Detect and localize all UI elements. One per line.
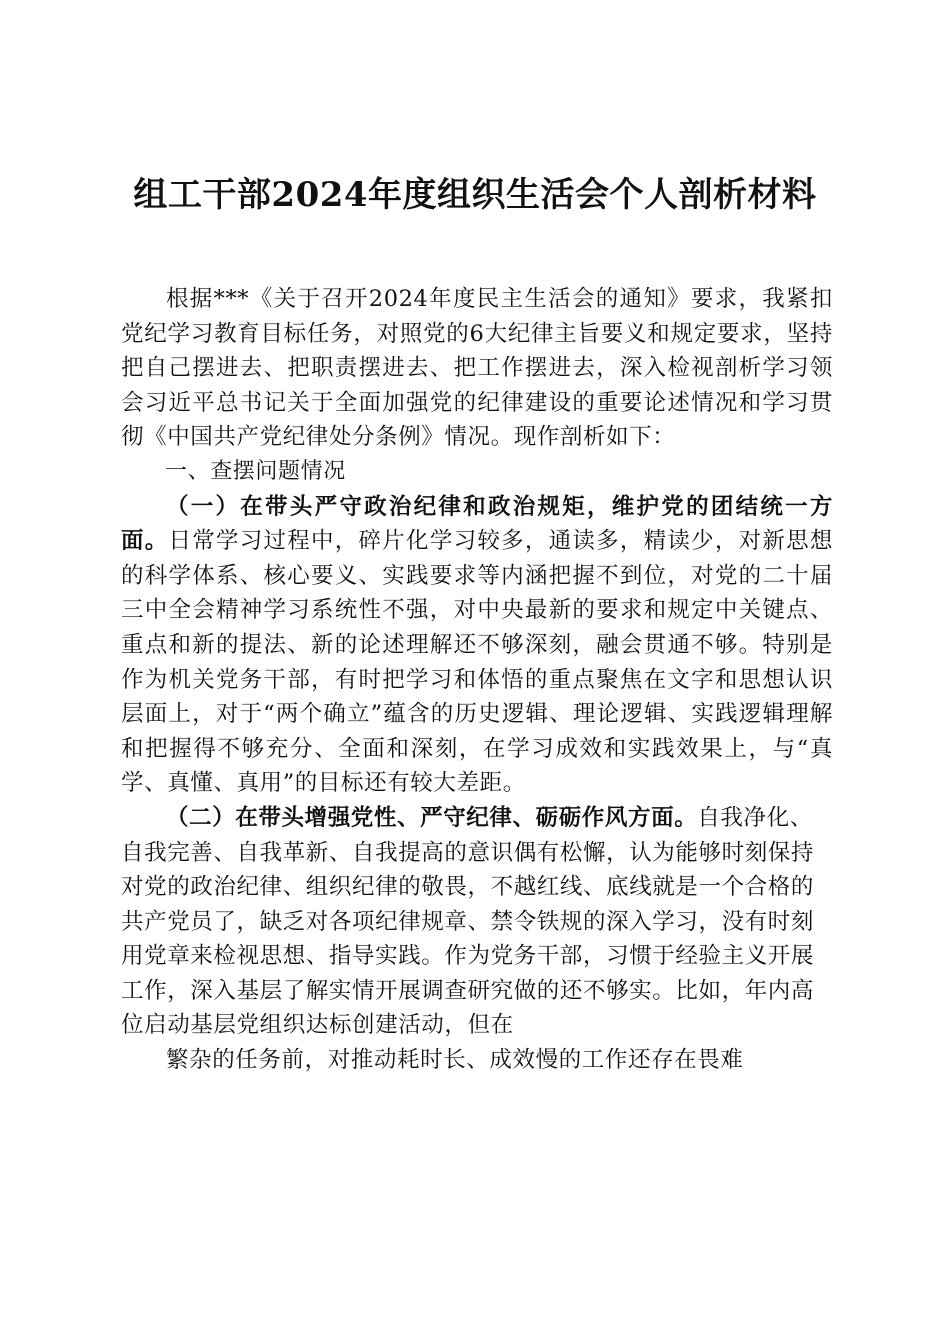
item-2-paragraph (121, 801, 833, 1043)
section-heading: 一、查摆问题情况 (165, 458, 346, 484)
document-body (121, 282, 833, 1078)
item-1-paragraph (121, 490, 833, 801)
item-1-lead: （一）在带头严守政治纪律和政治规矩，维护党的团结统一方面。 (121, 493, 833, 555)
intro-paragraph: 根据***《关于召开2024年度民主生活会的通知》要求，我紧扣党纪学习教育目标任务，对照党的6大纪律主旨要义和规定要求，坚持把自己摆进去、把职责摆进去、把工作摆进去，深入检视剖析学习领会习近平总书记关于全面加强党的纪律建设的重要论述情况和学习贯彻《中国共产党纪律处分条例》情况。现作剖析如下： (121, 286, 833, 451)
item-2-text: 自我净化、自我完善、自我革新、自我提高的意识偶有松懈，认为能够时刻保持对党的政治纪律、组织纪律的敬畏，不越红线、底线就是一个合格的共产党员了，缺乏对各项纪律规章、禁令铁规的深入学习，没有时刻用党章来检视思想、指导实践。作为党务干部，习惯于经验主义开展工作，深入基层了解实情开展调查研究做的还不够实。比如，年内高位启动基层党组织达标创建活动，但在 (121, 804, 815, 1039)
item-2-continuation: 繁杂的任务前，对推动耗时长、成效慢的工作还存在畏难 (166, 1047, 744, 1074)
item-1-text: 日常学习过程中，碎片化学习较多，通读多，精读少，对新思想的科学体系、核心要义、实践要求等内涵把握不到位，对党的二十届三中全会精神学习系统性不强，对中央最新的要求和规定中关键点、重点和新的提法、新的论述理解还不够深刻，融会贯通不够。特别是作为机关党务干部，有时把学习和体悟的重点聚焦在文字和思想认识层面上，对于“两个确立”蕴含的历史逻辑、理论逻辑、实践逻辑理解和把握得不够充分、全面和深刻，在学习成效和实践效果上，与“真学、真懂、真用”的目标还有较大差距。 (121, 528, 833, 797)
item-2-lead: （二）在带头增强党性、严守纪律、砺砺作风方面。 (166, 804, 698, 831)
document-title: 组工干部2024年度组织生活会个人剖析材料 (133, 175, 817, 215)
